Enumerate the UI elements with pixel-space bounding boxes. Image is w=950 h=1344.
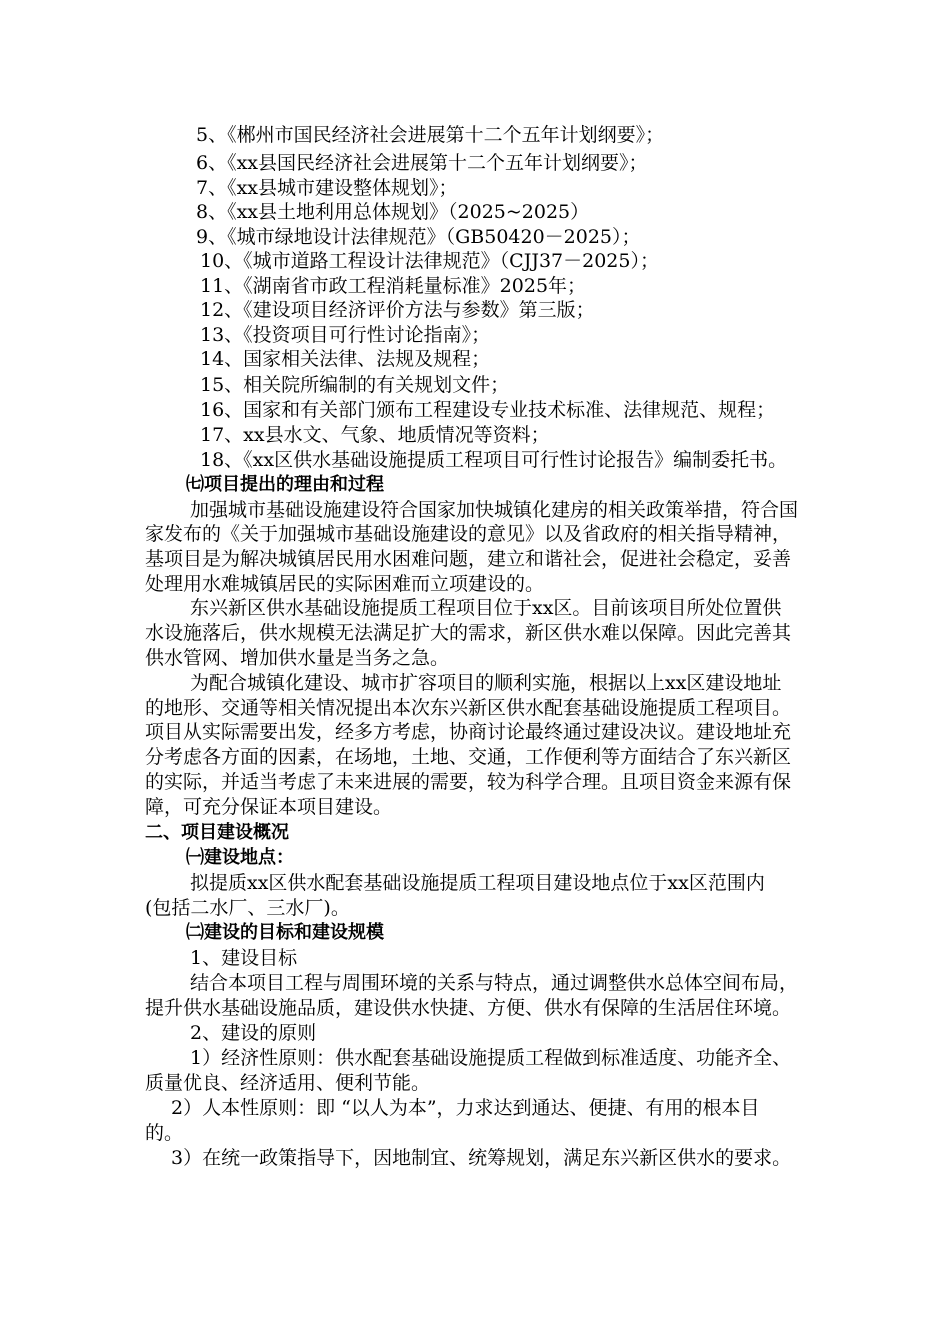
chapter-2-heading: 二、项目建设概况 <box>145 822 289 843</box>
section-7-para2-line2: 水设施落后，供水规模无法满足扩大的需求，新区供水难以保障。因此完善其 <box>145 622 792 644</box>
basis-item-6: 6、《xx县国民经济社会进展第十二个五年计划纲要》； <box>196 152 648 174</box>
principle-1-line2: 质量优良、经济适用、便利节能。 <box>145 1072 431 1094</box>
basis-item-14: 14、国家相关法律、法规及规程； <box>200 348 491 370</box>
basis-item-13: 13、《投资项目可行性讨论指南》； <box>200 324 491 346</box>
section-7-para1-line4: 处理用水难城镇居民的实际困难而立项建设的。 <box>145 573 545 595</box>
section-7-para3-line5: 的实际，并适当考虑了未来进展的需要，较为科学合理。且项目资金来源有保 <box>145 771 792 793</box>
principle-heading: 2、建设的原则 <box>190 1022 317 1044</box>
sub-1-text-line1: 拟提质xx区供水配套基础设施提质工程项目建设地点位于xx区范围内 <box>190 872 765 894</box>
basis-item-5: 5、《郴州市国民经济社会进展第十二个五年计划纲要》； <box>196 124 665 146</box>
principle-3-line: 3）在统一政策指导下，因地制宜、统筹规划，满足东兴新区供水的要求。 <box>171 1147 792 1169</box>
basis-item-8: 8、《xx县土地利用总体规划》（2025~2025） <box>196 201 590 223</box>
section-7-para3-line4: 分考虑各方面的因素，在场地，土地、交通，工作便利等方面结合了东兴新区 <box>145 746 792 768</box>
goal-text-line1: 结合本项目工程与周围环境的关系与特点，通过调整供水总体空间布局， <box>190 972 799 994</box>
basis-item-9: 9、《城市绿地设计法律规范》（GB50420－2025）； <box>196 226 641 248</box>
basis-item-18: 18、《xx区供水基础设施提质工程项目可行性讨论报告》编制委托书。 <box>200 449 788 471</box>
sub-2-heading: ㈡建设的目标和建设规模 <box>186 922 384 943</box>
basis-item-7: 7、《xx县城市建设整体规划》； <box>196 177 458 199</box>
goal-text-line2: 提升供水基础设施品质，建设供水快捷、方便、供水有保障的生活居住环境。 <box>145 997 792 1019</box>
section-7-heading: ㈦项目提出的理由和过程 <box>186 474 384 495</box>
basis-item-11: 11、《湖南省市政工程消耗量标准》2025年； <box>200 275 587 297</box>
section-7-para1-line1: 加强城市基础设施建设符合国家加快城镇化建房的相关政策举措，符合国 <box>190 499 799 521</box>
section-7-para1-line2: 家发布的《关于加强城市基础设施建设的意见》以及省政府的相关指导精神， <box>145 523 792 545</box>
basis-item-17: 17、xx县水文、气象、地质情况等资料； <box>200 424 550 446</box>
basis-item-15: 15、相关院所编制的有关规划文件； <box>200 374 510 396</box>
section-7-para3-line3: 项目从实际需要出发，经多方考虑，协商讨论最终通过建设决议。建设地址充 <box>145 721 792 743</box>
basis-item-12: 12、《建设项目经济评价方法与参数》第三版； <box>200 299 595 321</box>
section-7-para2-line1: 东兴新区供水基础设施提质工程项目位于xx区。目前该项目所处位置供 <box>190 597 782 619</box>
principle-2-line2: 的。 <box>145 1122 184 1144</box>
goal-heading: 1、建设目标 <box>190 947 298 969</box>
basis-item-10: 10、《城市道路工程设计法律规范》（CJJ37－2025）； <box>200 250 659 272</box>
sub-1-text-line2: (包括二水厂、三水厂)。 <box>145 897 350 919</box>
section-7-para3-line1: 为配合城镇化建设、城市扩容项目的顺利实施，根据以上xx区建设地址 <box>190 672 782 694</box>
basis-item-16: 16、国家和有关部门颁布工程建设专业技术标准、法律规范、规程； <box>200 399 776 421</box>
section-7-para1-line3: 基项目是为解决城镇居民用水困难问题，建立和谐社会，促进社会稳定，妥善 <box>145 548 792 570</box>
principle-1-line1: 1）经济性原则：供水配套基础设施提质工程做到标准适度、功能齐全、 <box>190 1047 792 1069</box>
sub-1-heading: ㈠建设地点： <box>186 847 294 868</box>
section-7-para3-line6: 障，可充分保证本项目建设。 <box>145 796 393 818</box>
section-7-para3-line2: 的地形、交通等相关情况提出本次东兴新区供水配套基础设施提质工程项目。 <box>145 697 792 719</box>
section-7-para2-line3: 供水管网、增加供水量是当务之急。 <box>145 647 450 669</box>
principle-2-line1: 2）人本性原则：即 “以人为本”，力求达到通达、便捷、有用的根本目 <box>171 1097 760 1119</box>
